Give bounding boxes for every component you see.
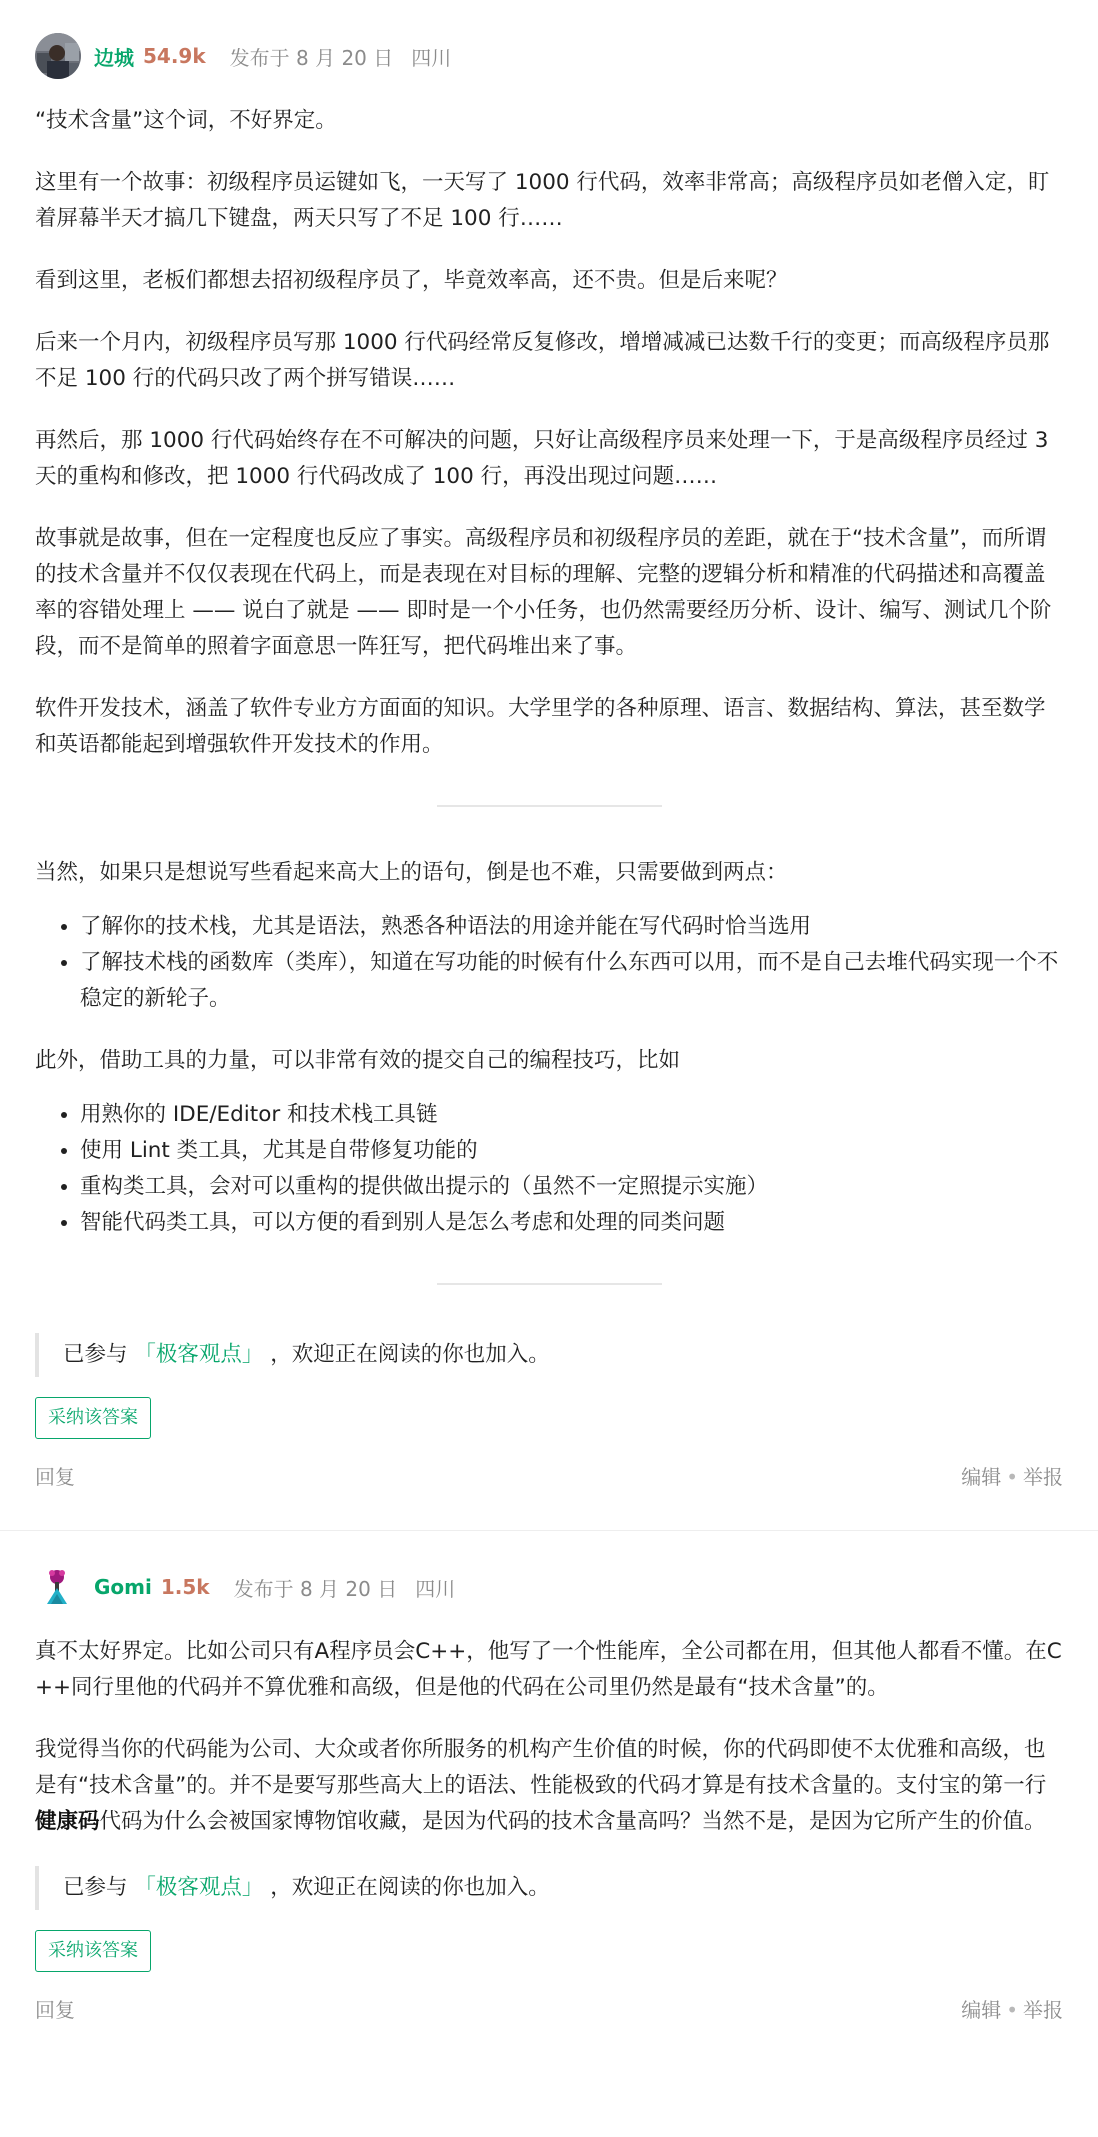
answer-actions — [35, 1994, 1063, 2023]
list-item: • 了解技术栈的函数库（类库），知道在写功能的时候有什么东西可以用，而不是自己去堆代码实现一个不稳定的新轮子。 — [80, 945, 1063, 1017]
paragraph: 此外，借助工具的力量，可以非常有效的提交自己的编程技巧，比如 — [35, 1048, 681, 1073]
location: 四川 — [415, 1576, 456, 1601]
answer-1 — [35, 0, 1063, 1490]
answer-2 — [0, 1530, 1098, 2023]
reply-link[interactable]: 回复 — [35, 1998, 75, 2022]
bullet-list — [35, 1097, 1063, 1241]
participation-quote — [35, 1333, 1063, 1377]
user-avatar-icon — [35, 33, 81, 79]
paragraph — [35, 1732, 1063, 1840]
report-link[interactable]: 举报 — [1023, 1998, 1063, 2022]
paragraph: 这里有一个故事：初级程序员运键如飞，一天写了 1000 行代码，效率非常高；高级程序员如老僧入定，盯着屏幕半天才搞几下键盘，两天只写了不足 100 行…… — [35, 170, 1050, 231]
avatar[interactable] — [35, 33, 81, 79]
answer-meta — [35, 33, 1063, 79]
edit-report-group — [961, 1461, 1063, 1490]
edit-link[interactable]: 编辑 — [961, 1465, 1002, 1489]
quote-prefix: 已参与 — [63, 1875, 128, 1900]
user-avatar-icon — [35, 1564, 81, 1610]
dot-separator: • — [1006, 1998, 1018, 2022]
quote-suffix: ，欢迎正在阅读的你也加入。 — [270, 1342, 550, 1367]
participation-quote — [35, 1866, 1063, 1910]
paragraph: 再然后，那 1000 行代码始终存在不可解决的问题，只好让高级程序员来处理一下，于是高级程序员经过 3 天的重构和修改，把 1000 行代码改成了 100 行，再没出现过问题…… — [35, 428, 1049, 489]
publish-time[interactable]: 发布于 8 月 20 日 — [233, 1576, 398, 1601]
accept-answer-button[interactable]: 采纳该答案 — [35, 1397, 151, 1439]
paragraph: 后来一个月内，初级程序员写那 1000 行代码经常反复修改，增增减减已达数千行的变更；而高级程序员那不足 100 行的代码只改了两个拼写错误…… — [35, 330, 1050, 391]
answer-meta — [35, 1564, 1063, 1610]
list-item: • 重构类工具，会对可以重构的提供做出提示的（虽然不一定照提示实施） — [80, 1169, 1063, 1205]
list-item: • 用熟你的 IDE/Editor 和技术栈工具链 — [80, 1097, 1063, 1133]
list-item: • 了解你的技术栈，尤其是语法，熟悉各种语法的用途并能在写代码时恰当选用 — [80, 909, 1063, 945]
edit-report-group — [961, 1994, 1063, 2023]
avatar[interactable] — [35, 1564, 81, 1610]
answer-content — [35, 103, 1063, 1377]
divider — [437, 805, 662, 807]
bold-term: 健康码 — [35, 1809, 100, 1834]
paragraph: 当然，如果只是想说写些看起来高大上的语句，倒是也不难，只需要做到两点： — [35, 860, 788, 885]
paragraph: “技术含量”这个词，不好界定。 — [35, 108, 337, 133]
paragraph-text: 我觉得当你的代码能为公司、大众或者你所服务的机构产生价值的时候，你的代码即使不太优雅和高级，也是有“技术含量”的。并不是要写那些高大上的语法、性能极致的代码才算是有技术含量的。支付宝的第一行 — [35, 1737, 1047, 1798]
quote-prefix: 已参与 — [63, 1342, 128, 1367]
report-link[interactable]: 举报 — [1023, 1465, 1063, 1489]
list-item: • 智能代码类工具，可以方便的看到别人是怎么考虑和处理的同类问题 — [80, 1205, 1063, 1241]
paragraph: 软件开发技术，涵盖了软件专业方方面面的知识。大学里学的各种原理、语言、数据结构、算法，甚至数学和英语都能起到增强软件开发技术的作用。 — [35, 696, 1046, 757]
quote-suffix: ，欢迎正在阅读的你也加入。 — [270, 1875, 550, 1900]
answer-actions — [35, 1461, 1063, 1490]
paragraph-text: 代码为什么会被国家博物馆收藏，是因为代码的技术含量高吗？当然不是，是因为它所产生的价值。 — [99, 1809, 1046, 1834]
dot-separator: • — [1006, 1465, 1018, 1489]
paragraph: 故事就是故事，但在一定程度也反应了事实。高级程序员和初级程序员的差距，就在于“技术含量”，而所谓的技术含量并不仅仅表现在代码上，而是表现在对目标的理解、完整的逻辑分析和精准的代码描述和高覆盖率的容错处理上 —— 说白了就是 —— 即时是一个小任务，也仍然需要经历分析、设计、编写、测试几个阶段，而不是简单的照着字面意思一阵狂写，把代码堆出来了事。 — [35, 526, 1052, 659]
paragraph: 看到这里，老板们都想去招初级程序员了，毕竟效率高，还不贵。但是后来呢？ — [35, 268, 788, 293]
location: 四川 — [411, 45, 452, 70]
topic-link[interactable]: 「极客观点」 — [134, 1875, 264, 1900]
edit-link[interactable]: 编辑 — [961, 1998, 1002, 2022]
paragraph: 真不太好界定。比如公司只有A程序员会C++，他写了一个性能库，全公司都在用，但其他人都看不懂。在C++同行里他的代码并不算优雅和高级，但是他的代码在公司里仍然是最有“技术含量”的。 — [35, 1639, 1062, 1700]
divider — [437, 1283, 662, 1285]
author-name[interactable]: 边城 — [94, 45, 134, 70]
publish-time[interactable]: 发布于 8 月 20 日 — [229, 45, 394, 70]
accept-answer-button[interactable]: 采纳该答案 — [35, 1930, 151, 1972]
reputation-score: 54.9k — [143, 44, 206, 68]
answer-content — [35, 1634, 1063, 1910]
list-item: • 使用 Lint 类工具，尤其是自带修复功能的 — [80, 1133, 1063, 1169]
bullet-list — [35, 909, 1063, 1017]
author-name[interactable]: Gomi — [94, 1575, 152, 1599]
topic-link[interactable]: 「极客观点」 — [134, 1342, 264, 1367]
reply-link[interactable]: 回复 — [35, 1465, 75, 1489]
reputation-score: 1.5k — [160, 1575, 210, 1599]
